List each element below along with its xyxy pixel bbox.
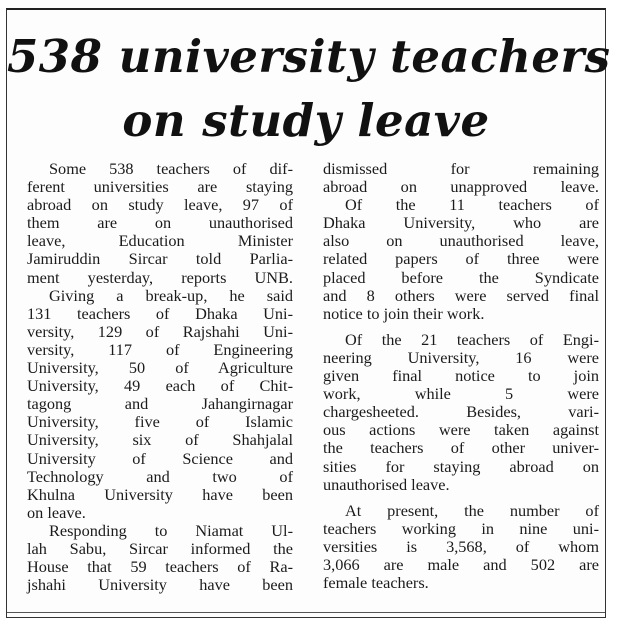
text-line: sities for staying abroad on	[323, 456, 599, 476]
text-line: chargesheeted. Besides, vari-	[323, 402, 599, 422]
text-line: 3,066 are male and 502 are	[323, 554, 599, 574]
text-line: At present, the number of	[345, 500, 599, 520]
text-line: lah Sabu, Sircar informed the	[27, 538, 293, 558]
text-line: teachers working in nine uni-	[323, 518, 599, 538]
text-line: the teachers of other univer-	[323, 438, 599, 458]
text-line: 131 teachers of Dhaka Uni-	[27, 303, 293, 323]
text-line: Khulna University have been	[27, 484, 293, 504]
news-clipping	[6, 8, 611, 618]
bottom-rule	[7, 612, 605, 617]
text-line: Jamiruddin Sircar told Parlia-	[27, 249, 293, 269]
text-line: University, five of Islamic	[27, 412, 293, 432]
text-line: dismissed for remaining	[323, 159, 599, 178]
text-line: abroad on study leave, 97 of	[27, 195, 293, 215]
text-line: Dhaka University, who are	[323, 213, 599, 233]
text-line: leave, Education Minister	[27, 231, 293, 251]
text-line: neering University, 16 were	[323, 347, 599, 367]
text-line: work, while 5 were	[323, 384, 599, 404]
text-line: placed before the Syndicate	[323, 267, 599, 287]
text-line: notice to join their work.	[323, 303, 485, 323]
text-line: Responding to Niamat Ul-	[49, 520, 293, 540]
text-line: Of the 21 teachers of Engi-	[345, 329, 599, 349]
text-line: Technology and two of	[27, 466, 293, 486]
headline-line-2: on study leave	[122, 94, 490, 147]
text-line: on leave.	[27, 502, 86, 522]
right-column	[323, 160, 599, 592]
text-line: Some 538 teachers of dif-	[49, 159, 293, 178]
text-line: Giving a break-up, he said	[49, 285, 293, 305]
headline-line-1: 538 university teachers	[7, 30, 611, 83]
text-line: University, six of Shahjalal	[27, 430, 293, 450]
text-line: versity, 129 of Rajshahi Uni-	[27, 321, 293, 341]
text-line: ous actions were taken against	[323, 420, 599, 440]
text-line: abroad on unapproved leave.	[323, 177, 599, 197]
left-column	[27, 160, 293, 594]
text-line: University, 49 each of Chit-	[27, 376, 293, 396]
text-line: related papers of three were	[323, 249, 599, 269]
text-line: University, 50 of Agriculture	[27, 358, 293, 378]
text-line: female teachers.	[323, 573, 429, 593]
text-line: tagong and Jahangirnagar	[27, 394, 293, 414]
text-line: ment yesterday, reports UNB.	[27, 267, 293, 287]
text-line: them are on unauthorised	[27, 213, 293, 233]
text-line: unauthorised leave.	[323, 474, 450, 494]
text-line: also on unauthorised leave,	[323, 231, 599, 251]
text-line: Of the 11 teachers of	[345, 195, 599, 215]
text-line: jshahi University have been	[27, 575, 293, 595]
text-line: given final notice to join	[323, 366, 599, 386]
text-line: versity, 117 of Engineering	[27, 339, 293, 359]
text-line: House that 59 teachers of Ra-	[27, 557, 293, 577]
text-line: ferent universities are staying	[27, 177, 293, 197]
text-line: versities is 3,568, of whom	[323, 536, 599, 556]
text-line: and 8 others were served final	[323, 285, 599, 305]
text-line: University of Science and	[27, 448, 293, 468]
